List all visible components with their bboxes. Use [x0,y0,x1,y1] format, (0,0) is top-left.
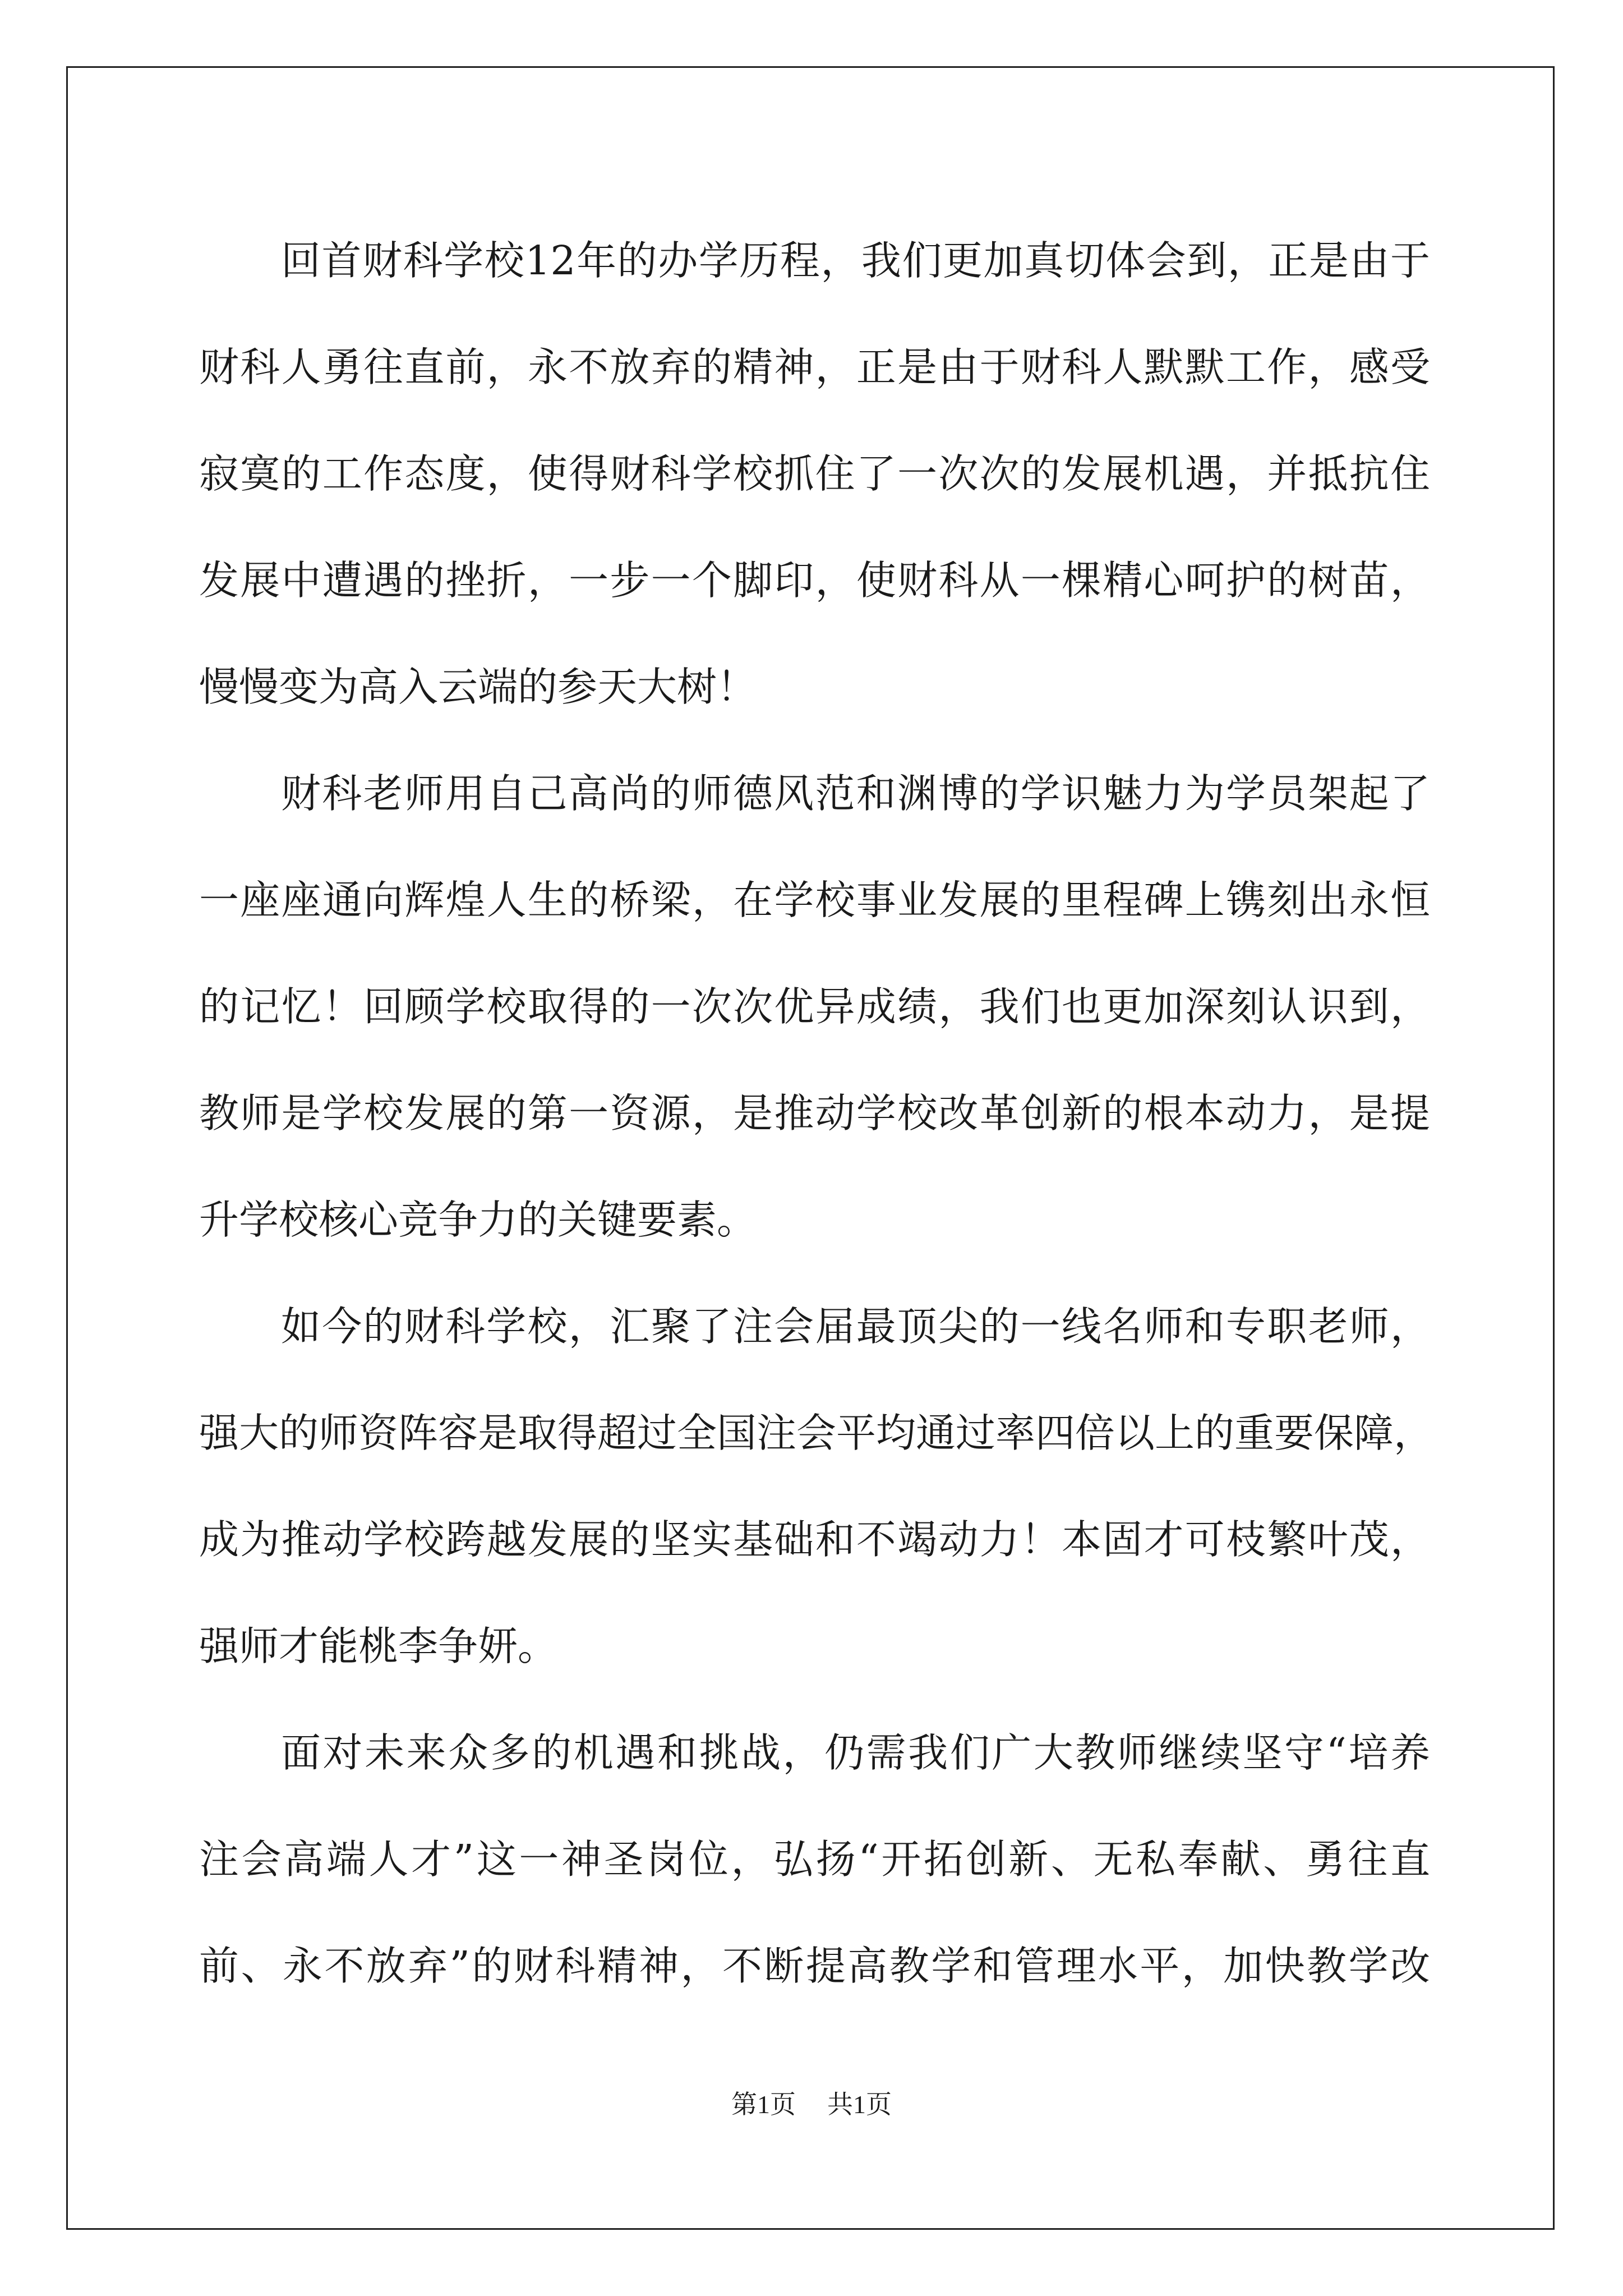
paragraph-1 [199,208,1430,740]
page-number-total: 共1页 [827,2090,892,2119]
text-line: 寂寞的工作态度，使得财科学校抓住了一次次的发展机遇，并抵抗住 [199,450,1430,497]
text-line: 成为推动学校跨越发展的坚实基础和不竭动力！本固才可枝繁叶茂， [199,1516,1430,1563]
text-line: 强师才能桃李争妍。 [199,1623,558,1669]
text-line: 面对未来众多的机遇和挑战，仍需我们广大教师继续坚守“培养 [281,1729,1430,1776]
text-line: 回首财科学校12年的办学历程，我们更加真切体会到，正是由于 [281,237,1430,284]
text-line: 财科老师用自己高尚的师德风范和渊博的学识魅力为学员架起了 [281,770,1430,817]
text-line: 如今的财科学校，汇聚了注会届最顶尖的一线名师和专职老师， [281,1303,1430,1350]
text-line: 财科人勇往直前，永不放弃的精神，正是由于财科人默默工作，感受 [199,344,1430,390]
text-line: 一座座通向辉煌人生的桥梁，在学校事业发展的里程碑上镌刻出永恒 [199,877,1430,923]
document-body [199,208,1434,2019]
text-line: 发展中遭遇的挫折，一步一个脚印，使财科从一棵精心呵护的树苗， [199,557,1430,604]
paragraph-4 [199,1700,1430,2019]
text-line: 慢慢变为高入云端的参天大树！ [199,664,757,710]
text-line: 教师是学校发展的第一资源，是推动学校改革创新的根本动力，是提 [199,1090,1430,1137]
text-line: 的记忆！回顾学校取得的一次次优异成绩，我们也更加深刻认识到， [199,983,1430,1030]
text-line: 强大的师资阵容是取得超过全国注会平均通过率四倍以上的重要保障， [199,1410,1434,1456]
text-line: 升学校核心竞争力的关键要素。 [199,1197,757,1243]
paragraph-2 [199,740,1430,1273]
text-line: 注会高端人才”这一神圣岗位，弘扬“开拓创新、无私奉献、勇往直 [199,1836,1430,1883]
page-number-current: 第1页 [731,2090,796,2119]
paragraph-3 [199,1273,1434,1700]
text-line: 前、永不放弃”的财科精神，不断提高教学和管理水平，加快教学改 [199,1943,1430,1989]
page-footer [0,2088,1623,2122]
